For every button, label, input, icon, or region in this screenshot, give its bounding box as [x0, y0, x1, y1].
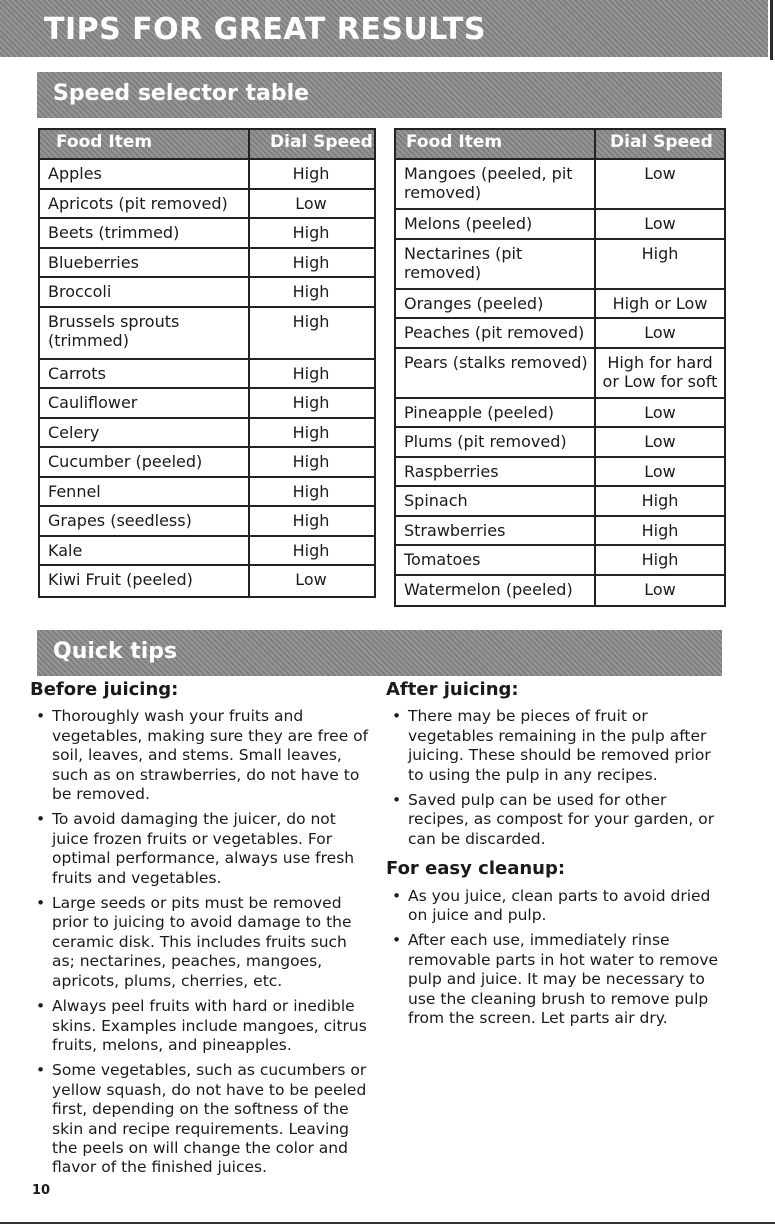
food-item-cell: Kale	[48, 540, 83, 560]
edge-rule	[770, 0, 773, 60]
food-item-cell: Cucumber (peeled)	[48, 452, 203, 471]
food-item-cell: Melons (peeled)	[404, 214, 533, 233]
dial-speed-cell: Low	[644, 402, 676, 422]
tip-item: • Some vegetables, such as cucumbers or yellow squash, do not have to be peeled first, depending on the softness of the skin and recipe requirements. Leaving the peels on will change the color and flavor of the finished juices.	[30, 1061, 370, 1177]
column-divider	[248, 130, 250, 596]
table-header	[396, 130, 724, 160]
page-banner	[0, 0, 768, 57]
dial-speed-cell: High	[292, 363, 330, 383]
food-item-cell: Mangoes (peeled, pit removed)	[404, 164, 573, 202]
bottom-rule	[0, 1222, 775, 1224]
food-item-cell: Fennel	[48, 481, 101, 501]
column-divider	[594, 130, 596, 605]
page-title: TIPS FOR GREAT RESULTS	[44, 12, 487, 47]
table-header	[40, 130, 374, 160]
dial-speed-cell: High	[641, 243, 679, 263]
col-dial-speed: Dial Speed	[270, 132, 373, 152]
quick-tips-bar	[37, 630, 722, 676]
dial-speed-cell: Low	[295, 193, 327, 213]
tip-item: • Always peel fruits with hard or inedible skins. Examples include mangoes, citrus fruits, melons, and pineapples.	[30, 997, 370, 1055]
food-item-cell: Cauliflower	[48, 393, 138, 412]
table-row	[40, 249, 374, 279]
food-item-cell: Carrots	[48, 363, 106, 383]
table-row	[396, 349, 724, 399]
food-item-cell: Oranges (peeled)	[404, 293, 544, 313]
dial-speed-cell: High	[292, 511, 330, 530]
table-row	[396, 319, 724, 349]
dial-speed-cell: High	[292, 540, 330, 560]
after-juicing-heading: After juicing:	[386, 679, 519, 700]
dial-speed-cell: Low	[644, 579, 676, 599]
before-juicing-list	[30, 707, 370, 1177]
after-juicing-list	[386, 707, 726, 849]
table-row	[40, 507, 374, 537]
food-item-cell: Tomatoes	[404, 550, 481, 569]
table-row	[396, 240, 724, 290]
dial-speed-cell: High or Low	[612, 293, 708, 313]
dial-speed-cell: Low	[644, 323, 676, 342]
table-row	[396, 546, 724, 576]
dial-speed-cell: High	[292, 252, 330, 272]
food-item-cell: Raspberries	[404, 461, 499, 481]
table-row	[40, 389, 374, 419]
dial-speed-cell: Low	[644, 432, 676, 451]
food-item-cell: Celery	[48, 422, 100, 442]
food-item-cell: Pears (stalks removed)	[404, 352, 588, 372]
food-item-cell: Peaches (pit removed)	[404, 323, 585, 342]
dial-speed-cell: High	[292, 282, 330, 301]
col-food-item: Food Item	[56, 132, 153, 152]
table-row	[396, 428, 724, 458]
table-row	[40, 160, 374, 190]
speed-table-right	[394, 128, 726, 607]
before-juicing-section	[30, 680, 370, 1184]
food-item-cell: Blueberries	[48, 252, 139, 272]
tip-item: • Thoroughly wash your fruits and vegetables, making sure they are free of soil, leaves, and stems. Small leaves, such as on strawberries, do not have to be removed.	[30, 707, 370, 804]
speed-section-title: Speed selector table	[53, 81, 310, 106]
table-row	[396, 517, 724, 547]
dial-speed-cell: High	[292, 223, 330, 242]
speed-section-bar	[37, 72, 722, 118]
tip-item: • There may be pieces of fruit or vegetables remaining in the pulp after juicing. These should be removed prior to using the pulp in any recipes.	[386, 707, 726, 785]
dial-speed-cell: Low	[644, 214, 676, 233]
food-item-cell: Kiwi Fruit (peeled)	[48, 570, 193, 589]
table-row	[40, 419, 374, 449]
tip-item: • After each use, immediately rinse removable parts in hot water to remove pulp and juice. It may be necessary to use the cleaning brush to remove pulp from the screen. Let parts air dry.	[386, 931, 726, 1028]
table-row	[40, 478, 374, 508]
col-dial-speed: Dial Speed	[610, 132, 713, 152]
dial-speed-cell: High	[292, 452, 330, 471]
food-item-cell: Apples	[48, 164, 102, 183]
table-row	[396, 160, 724, 210]
food-item-cell: Apricots (pit removed)	[48, 193, 228, 213]
after-juicing-section	[386, 680, 726, 1035]
col-food-item: Food Item	[406, 132, 503, 152]
food-item-cell: Brussels sprouts (trimmed)	[48, 311, 180, 350]
food-item-cell: Plums (pit removed)	[404, 432, 567, 451]
dial-speed-cell: Low	[295, 570, 327, 589]
food-item-cell: Beets (trimmed)	[48, 223, 180, 242]
table-row	[40, 360, 374, 390]
dial-speed-cell: High	[292, 422, 330, 442]
food-item-cell: Nectarines (pit removed)	[404, 243, 523, 282]
table-body	[396, 160, 724, 605]
table-row	[396, 487, 724, 517]
table-body	[40, 160, 374, 596]
quick-tips-title: Quick tips	[53, 639, 178, 664]
table-row	[40, 566, 374, 596]
food-item-cell: Grapes (seedless)	[48, 511, 192, 530]
food-item-cell: Watermelon (peeled)	[404, 579, 573, 599]
table-row	[40, 219, 374, 249]
dial-speed-cell: Low	[644, 461, 676, 481]
table-row	[396, 399, 724, 429]
speed-table-left	[38, 128, 376, 598]
tip-item: • As you juice, clean parts to avoid dried on juice and pulp.	[386, 887, 726, 926]
food-item-cell: Spinach	[404, 491, 468, 510]
cleanup-heading: For easy cleanup:	[386, 858, 566, 880]
food-item-cell: Broccoli	[48, 282, 112, 301]
page-number: 10	[32, 1183, 51, 1198]
dial-speed-cell: Low	[644, 164, 676, 183]
table-row	[396, 458, 724, 488]
dial-speed-cell: High	[641, 550, 679, 569]
tip-item: • Saved pulp can be used for other recipes, as compost for your garden, or can be discarded.	[386, 791, 726, 849]
table-row	[40, 308, 374, 360]
tip-item: • To avoid damaging the juicer, do not juice frozen fruits or vegetables. For optimal performance, always use fresh fruits and vegetables.	[30, 810, 370, 888]
table-row	[396, 210, 724, 240]
dial-speed-cell: High	[641, 520, 679, 540]
table-row	[40, 190, 374, 220]
tip-item: • Large seeds or pits must be removed prior to juicing to avoid damage to the ceramic disk. This includes fruits such as; nectarines, peaches, mangoes, apricots, plums, cherries, etc.	[30, 894, 370, 991]
dial-speed-cell: High	[292, 393, 330, 412]
cleanup-list	[386, 887, 726, 1029]
dial-speed-cell: High	[292, 311, 330, 331]
dial-speed-cell: High	[292, 481, 330, 501]
dial-speed-cell: High	[641, 491, 679, 510]
table-row	[40, 537, 374, 567]
food-item-cell: Pineapple (peeled)	[404, 402, 554, 422]
table-row	[396, 576, 724, 606]
food-item-cell: Strawberries	[404, 520, 506, 540]
before-juicing-heading: Before juicing:	[30, 679, 179, 700]
table-row	[396, 290, 724, 320]
table-row	[40, 448, 374, 478]
dial-speed-cell: High	[292, 164, 330, 183]
dial-speed-cell: High for hard or Low for soft	[602, 352, 718, 391]
table-row	[40, 278, 374, 308]
